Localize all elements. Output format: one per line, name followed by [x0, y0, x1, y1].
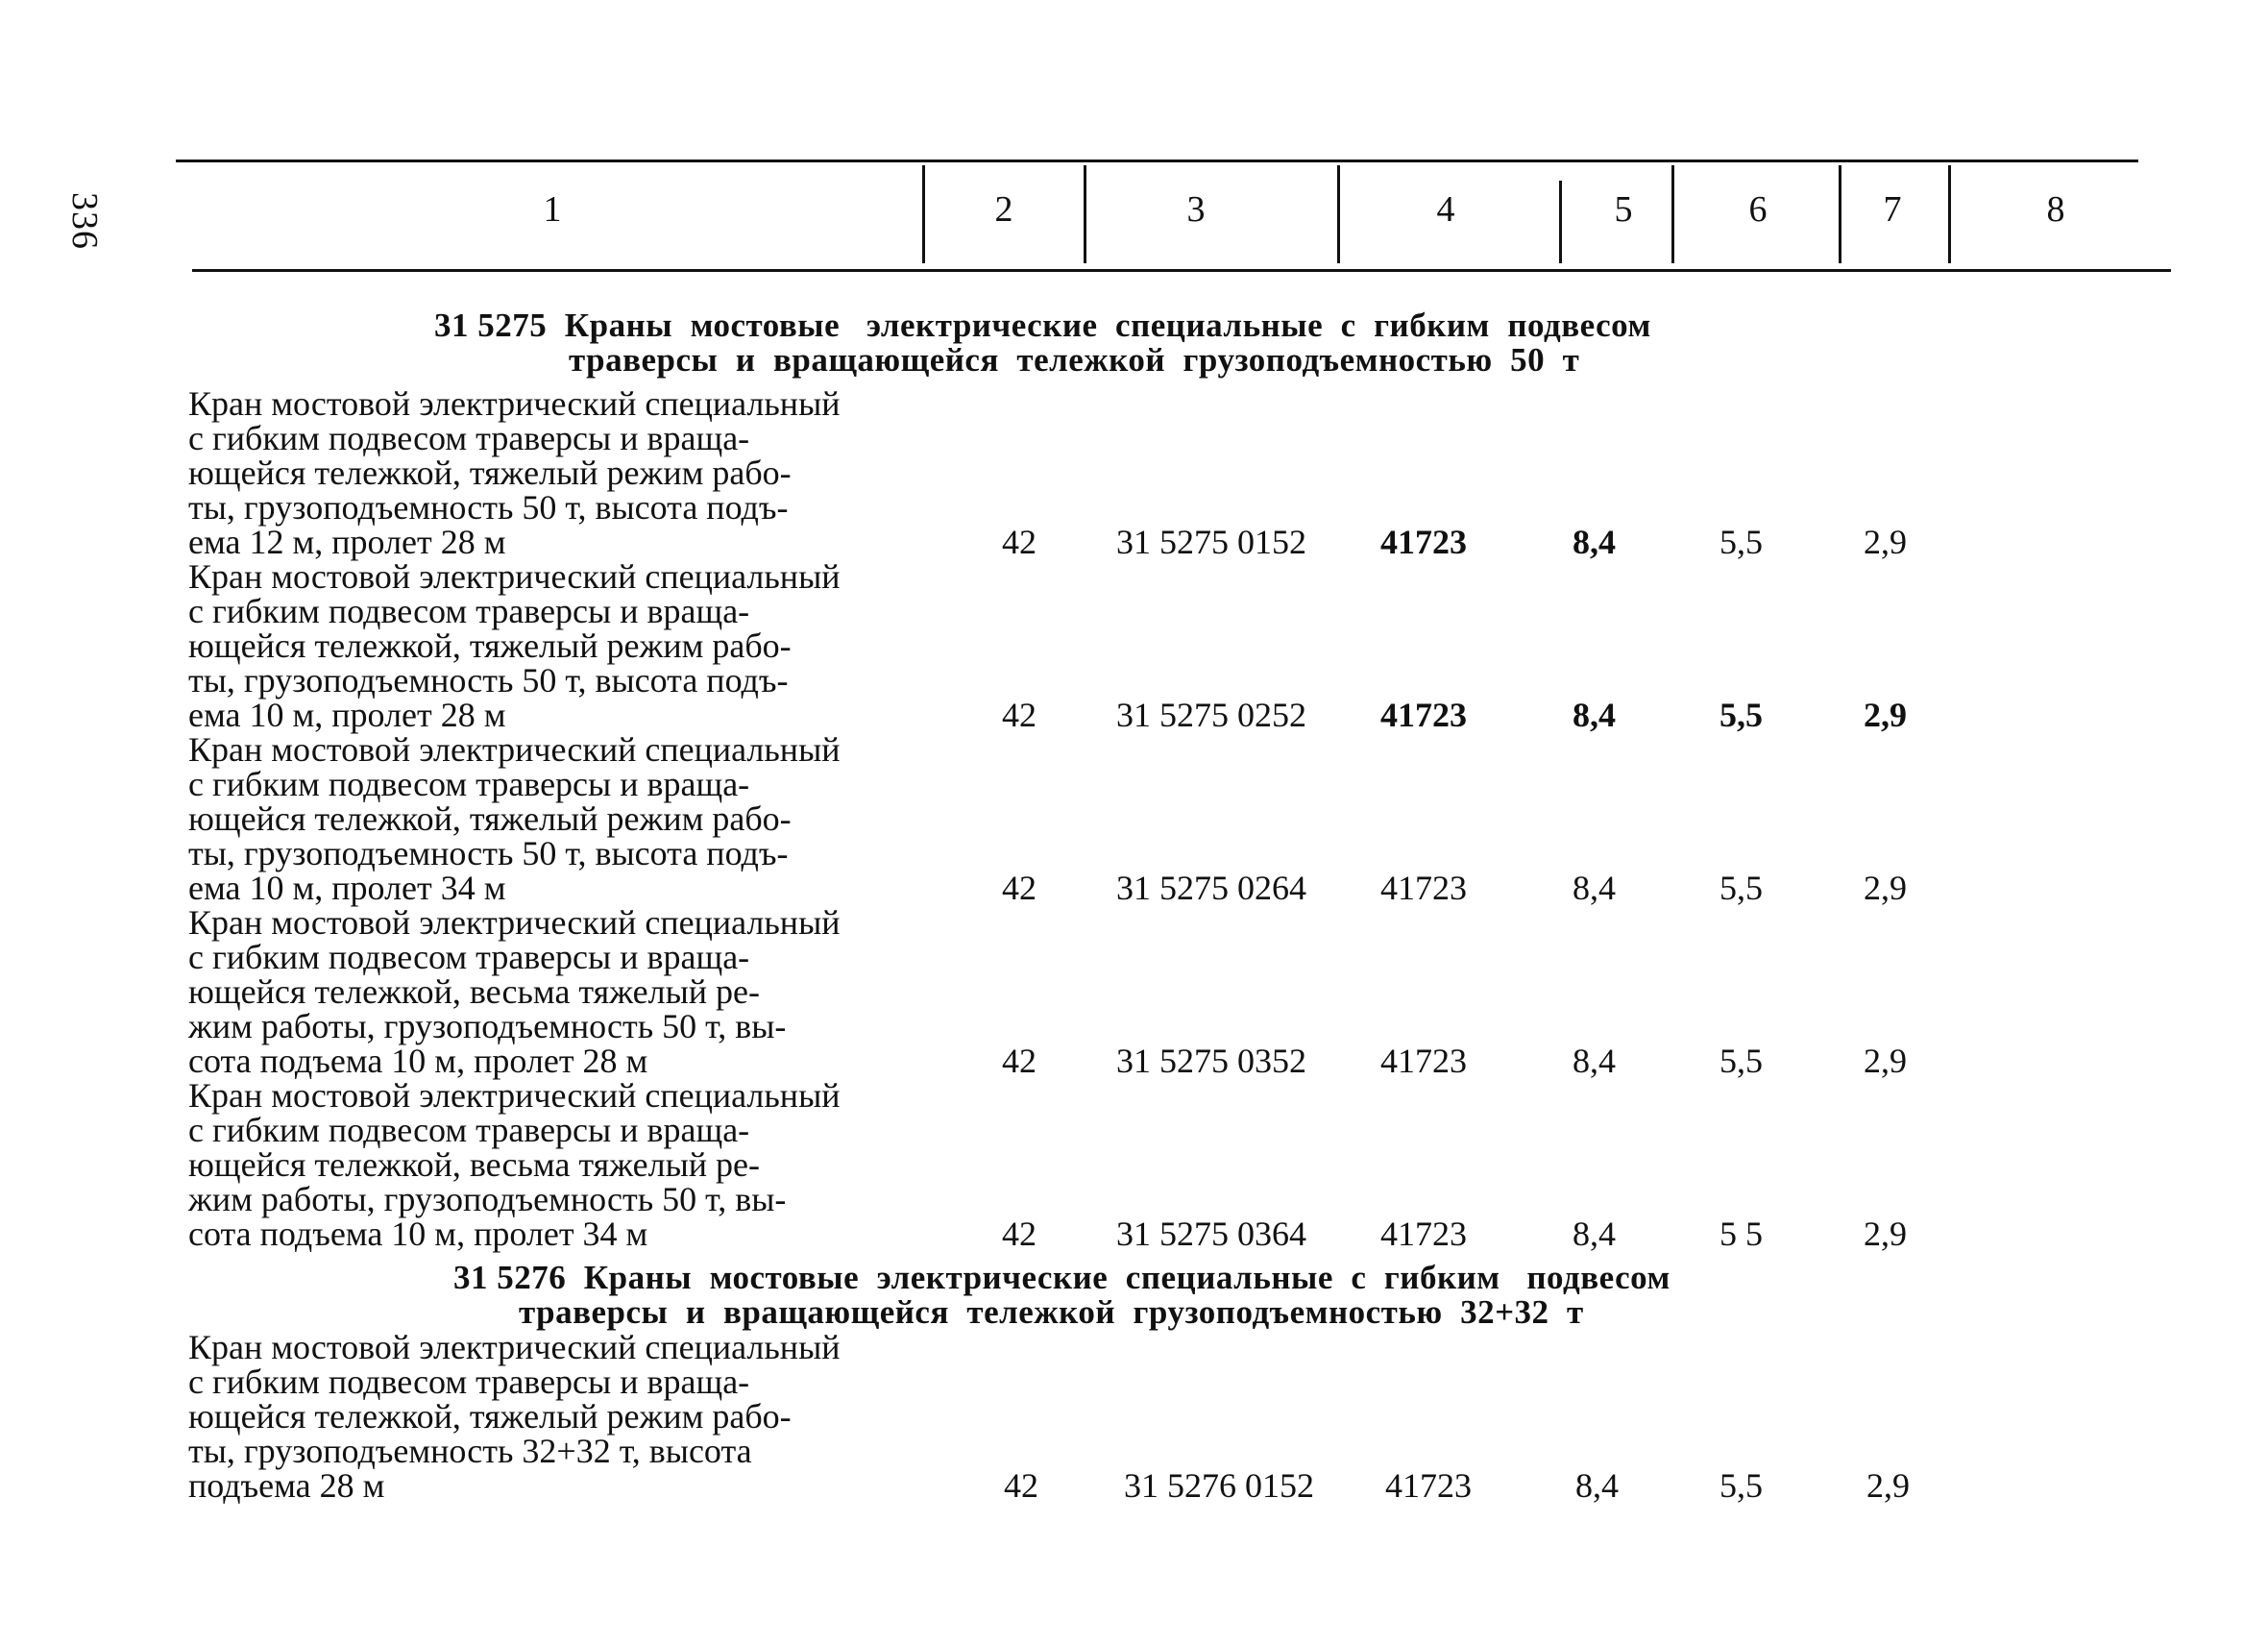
- cell-col-5: 8,4: [1573, 523, 1616, 561]
- cell-col-7: 2,9: [1864, 523, 1907, 561]
- cell-col-3: 31 5275 0252: [1116, 696, 1306, 734]
- cell-col-2: 42: [1002, 696, 1036, 734]
- section-title: 31 5276 Краны мостовые электрические специальные с гибким подвесом: [453, 1259, 1671, 1296]
- column-header-1: 1: [543, 189, 562, 230]
- cell-col-2: 42: [1004, 1466, 1038, 1505]
- column-header-8: 8: [2046, 189, 2065, 230]
- cell-col-4: 41723: [1380, 869, 1467, 907]
- row-description: Кран мостовой электрический специальный с гибким подвесом траверсы и враща- ющейся тележкой, тяжелый режим рабо- ты, грузоподъемность 50 т, высота подъ- ема 10 м, пролет 28 м: [188, 557, 841, 734]
- cell-col-6: 5,5: [1719, 523, 1763, 561]
- cell-col-5: 8,4: [1575, 1466, 1619, 1505]
- cell-col-3: 31 5275 0352: [1116, 1042, 1306, 1080]
- column-header-6: 6: [1748, 189, 1768, 230]
- cell-col-7: 2,9: [1864, 1215, 1907, 1253]
- column-header-4: 4: [1436, 189, 1455, 230]
- column-header-7: 7: [1883, 189, 1902, 230]
- column-header-2: 2: [994, 189, 1013, 230]
- column-separator: [1337, 165, 1340, 263]
- row-description: Кран мостовой электрический специальный с гибким подвесом траверсы и враща- ющейся тележкой, весьма тяжелый ре- жим работы, грузоподъемность 50 т, вы- сота подъема 10 м, пролет 28 м: [188, 903, 841, 1080]
- cell-col-7: 2,9: [1864, 1042, 1907, 1080]
- column-separator: [1839, 165, 1841, 263]
- cell-col-3: 31 5275 0364: [1116, 1215, 1306, 1253]
- column-header-5: 5: [1614, 189, 1633, 230]
- column-separator: [1671, 165, 1674, 263]
- cell-col-4: 41723: [1380, 523, 1467, 561]
- cell-col-4: 41723: [1380, 1215, 1467, 1253]
- table-header-bottom-rule: [192, 269, 2171, 272]
- row-description: Кран мостовой электрический специальный с гибким подвесом траверсы и враща- ющейся тележкой, весьма тяжелый ре- жим работы, грузоподъемность 50 т, вы- сота подъема 10 м, пролет 34 м: [188, 1076, 841, 1253]
- row-description: Кран мостовой электрический специальный с гибким подвесом траверсы и враща- ющейся тележкой, тяжелый режим рабо- ты, грузоподъемность 32+32 т, высота подъема 28 м: [188, 1328, 841, 1505]
- column-separator: [1559, 181, 1562, 263]
- section-title: траверсы и вращающейся тележкой грузоподъемностью 32+32 т: [519, 1293, 1584, 1331]
- cell-col-6: 5,5: [1719, 1042, 1763, 1080]
- column-separator: [922, 165, 925, 263]
- cell-col-6: 5,5: [1719, 869, 1763, 907]
- cell-col-4: 41723: [1385, 1466, 1472, 1505]
- cell-col-5: 8,4: [1573, 869, 1616, 907]
- cell-col-2: 42: [1002, 1042, 1036, 1080]
- cell-col-6: 5 5: [1719, 1215, 1763, 1253]
- table-top-rule: [176, 160, 2138, 162]
- page-number: 336: [64, 192, 105, 250]
- section-title: 31 5275 Краны мостовые электрические специальные с гибким подвесом: [434, 307, 1651, 344]
- column-separator: [1084, 165, 1086, 263]
- column-separator: [1948, 165, 1951, 263]
- cell-col-3: 31 5275 0264: [1116, 869, 1306, 907]
- cell-col-2: 42: [1002, 869, 1036, 907]
- row-description: Кран мостовой электрический специальный с гибким подвесом траверсы и враща- ющейся тележкой, тяжелый режим рабо- ты, грузоподъемность 50 т, высота подъ- ема 12 м, пролет 28 м: [188, 384, 841, 561]
- cell-col-7: 2,9: [1864, 869, 1907, 907]
- cell-col-7: 2,9: [1866, 1466, 1910, 1505]
- section-title: траверсы и вращающейся тележкой грузоподъемностью 50 т: [569, 341, 1580, 379]
- row-description: Кран мостовой электрический специальный с гибким подвесом траверсы и враща- ющейся тележкой, тяжелый режим рабо- ты, грузоподъемность 50 т, высота подъ- ема 10 м, пролет 34 м: [188, 730, 841, 907]
- cell-col-2: 42: [1002, 1215, 1036, 1253]
- cell-col-4: 41723: [1380, 1042, 1467, 1080]
- cell-col-3: 31 5276 0152: [1124, 1466, 1314, 1505]
- cell-col-5: 8,4: [1573, 1042, 1616, 1080]
- cell-col-6: 5,5: [1719, 696, 1763, 734]
- cell-col-4: 41723: [1380, 696, 1467, 734]
- cell-col-7: 2,9: [1864, 696, 1907, 734]
- cell-col-5: 8,4: [1573, 696, 1616, 734]
- cell-col-6: 5,5: [1719, 1466, 1763, 1505]
- cell-col-3: 31 5275 0152: [1116, 523, 1306, 561]
- cell-col-2: 42: [1002, 523, 1036, 561]
- cell-col-5: 8,4: [1573, 1215, 1616, 1253]
- column-header-3: 3: [1186, 189, 1206, 230]
